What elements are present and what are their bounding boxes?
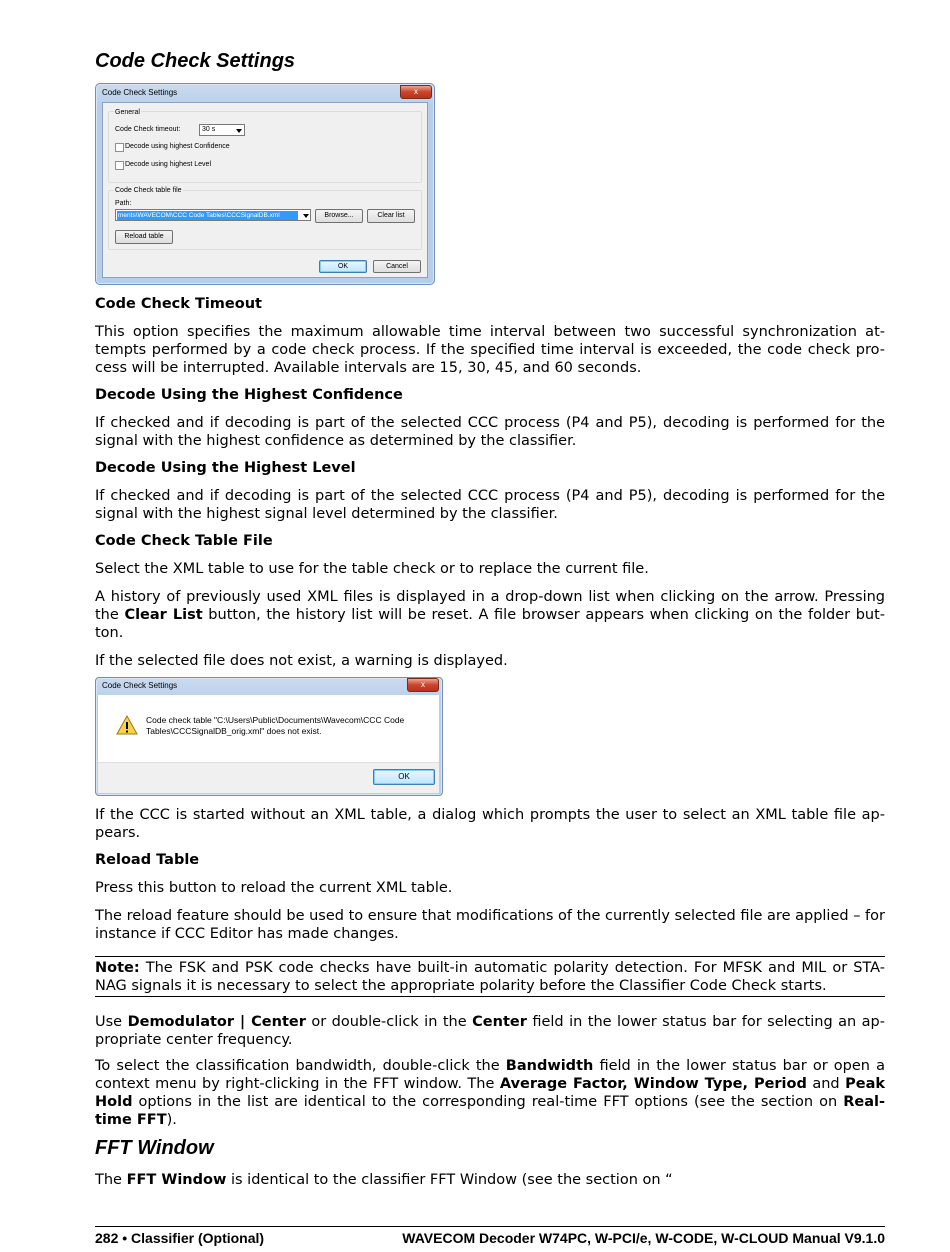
- chapter-name: Classifier (Optional): [131, 1230, 265, 1246]
- table-file-p1: Select the XML table to use for the table check or to replace the current file.: [95, 561, 649, 577]
- manual-title: WAVECOM Decoder W74PC, W-PCI/e, W-CODE, W-CLOUD Manual V9.1.0: [402, 1230, 885, 1246]
- reload-section: [95, 851, 885, 943]
- reload-table-button[interactable]: Reload table: [115, 230, 173, 244]
- warning-ok-button[interactable]: OK: [373, 769, 435, 785]
- table-file-p3: If the selected file does not exist, a warning is displayed.: [95, 653, 508, 669]
- confidence-label: Decode using highest Confidence: [125, 143, 230, 150]
- warning-dialog: [95, 677, 443, 796]
- general-group-label: General: [115, 109, 140, 116]
- clear-list-button[interactable]: Clear list: [367, 209, 415, 223]
- close-icon[interactable]: x: [400, 85, 432, 99]
- chevron-down-icon: [236, 129, 242, 133]
- note-block: [95, 959, 885, 995]
- level-text: If checked and if decoding is part of the selected CCC process (P4 and P5), decoding is performed for the signal with the highest signal level determined by the classifier.: [95, 488, 885, 522]
- path-value: ments\WAVECOM\CCC Code Tables\CCCSignalDB.xml: [117, 211, 298, 220]
- confidence-section: [95, 386, 885, 450]
- path-combo[interactable]: [115, 209, 311, 221]
- reload-heading: Reload Table: [95, 852, 200, 868]
- browse-button[interactable]: Browse...: [315, 209, 363, 223]
- cancel-button[interactable]: Cancel: [373, 260, 421, 273]
- footer-rule: [95, 1226, 885, 1227]
- dialog-title: Code Check Settings: [102, 88, 178, 97]
- note-bottom-rule: [95, 996, 885, 997]
- level-heading: Decode Using the Highest Level: [95, 460, 356, 476]
- close-icon[interactable]: x: [407, 678, 439, 692]
- fft-paragraph: [95, 1171, 885, 1189]
- timeout-section: [95, 295, 885, 377]
- confidence-text: If checked and if decoding is part of the selected CCC process (P4 and P5), decoding is performed for the signal with the highest confidence as determined by the classifier.: [95, 415, 885, 449]
- warning-button-bar: [98, 762, 439, 793]
- warning-dialog-title: Code Check Settings: [102, 681, 178, 690]
- confidence-checkbox[interactable]: [115, 143, 124, 152]
- confidence-heading: Decode Using the Highest Confidence: [95, 387, 403, 403]
- bandwidth-text: To select the classification bandwidth, double-click the Bandwidth field in the lower status bar or open a context menu by right-clicking in the FFT window. The Average Factor, Window Type, Period and Peak Hold options in the list are identical to the corresponding real-time FFT options (see the section on Real-time FFT).: [95, 1058, 886, 1128]
- chevron-down-icon[interactable]: [303, 214, 309, 218]
- dialog-client-area: [102, 102, 428, 278]
- note-top-rule: [95, 956, 885, 957]
- timeout-heading: Code Check Timeout: [95, 296, 262, 312]
- table-file-p2: A history of previously used XML files is displayed in a drop-down list when clicking on the arrow. Pressing the Clear List button, the history list will be reset. A file browser appears when clicking on the folder but-ton.: [95, 589, 886, 641]
- fft-text: The FFT Window is identical to the classifier FFT Window (see the section on “: [95, 1172, 673, 1188]
- warning-message: Code check table "C:\Users\Public\Documents\Wavecom\CCC Code Tables\CCCSignalDB_orig.xml" does not exist.: [146, 715, 405, 736]
- warning-icon: [116, 715, 138, 735]
- bandwidth-paragraph: [95, 1057, 885, 1129]
- page-number: 282: [95, 1230, 119, 1246]
- note-text: Note: The FSK and PSK code checks have built-in automatic polarity detection. For MFSK and MIL or STA-NAG signals it is necessary to select the appropriate polarity before the Classifier Code Check starts.: [95, 960, 885, 994]
- demodulator-paragraph: [95, 1013, 885, 1049]
- timeout-label: Code Check timeout:: [115, 126, 181, 133]
- footer-left: [95, 1229, 264, 1247]
- table-file-group-label: Code Check table file: [115, 187, 182, 194]
- warning-message-area: [98, 695, 439, 762]
- ok-button[interactable]: OK: [319, 260, 367, 273]
- section-title-code-check-settings: Code Check Settings: [95, 50, 296, 72]
- timeout-value: 30 s: [202, 126, 216, 133]
- no-table-paragraph-block: [95, 806, 885, 842]
- code-check-settings-dialog: [95, 83, 435, 285]
- level-checkbox[interactable]: [115, 161, 124, 170]
- level-section: [95, 459, 885, 523]
- table-file-heading: Code Check Table File: [95, 533, 273, 549]
- timeout-select[interactable]: [199, 124, 245, 136]
- table-file-section: [95, 532, 885, 670]
- no-table-text: If the CCC is started without an XML table, a dialog which prompts the user to select an XML table file ap-pears.: [95, 807, 885, 841]
- demodulator-text: Use Demodulator | Center or double-click in the Center field in the lower status bar for selecting an ap-propriate center frequency.: [95, 1014, 885, 1048]
- path-label: Path:: [115, 200, 132, 207]
- timeout-text: This option specifies the maximum allowable time interval between two successful synchronization at-tempts performed by a code check process. If the specified time interval is exceeded, the code check pro-cess will be interrupted. Available intervals are 15, 30, 45, and 60 seconds.: [95, 324, 885, 376]
- section-title-fft-window: FFT Window: [95, 1137, 214, 1159]
- level-label: Decode using highest Level: [125, 161, 212, 168]
- reload-p1: Press this button to reload the current XML table.: [95, 880, 453, 896]
- footer-bullet: •: [122, 1230, 128, 1246]
- reload-p2: The reload feature should be used to ensure that modifications of the currently selected file are applied – for instance if CCC Editor has made changes.: [95, 908, 885, 942]
